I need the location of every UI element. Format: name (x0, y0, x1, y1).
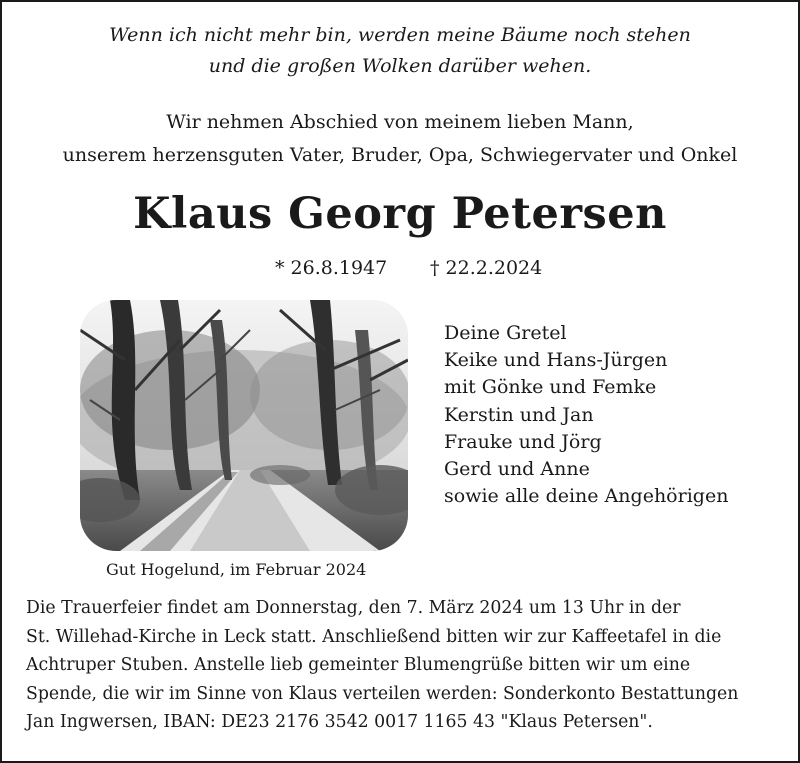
notice-line: Spende, die wir im Sinne von Klaus verteilen werden: Sonderkonto Bestattungen (26, 683, 739, 704)
deceased-name: Klaus Georg Petersen (133, 189, 667, 239)
mourners-list (444, 320, 728, 510)
death-date: † 22.2.2024 (430, 257, 543, 279)
mourner-line: Gerd und Anne (444, 458, 590, 481)
mourner-line: mit Gönke und Femke (444, 376, 657, 399)
mourner-line: sowie alle deine Angehörigen (444, 485, 729, 508)
notice-line: Die Trauerfeier findet am Donnerstag, den 7. März 2024 um 13 Uhr in der (26, 598, 681, 618)
intro-line: Wir nehmen Abschied von meinem lieben Mann, (166, 111, 634, 133)
forest-path-illustration (80, 300, 408, 551)
mourner-line: Keike und Hans-Jürgen (444, 349, 668, 372)
notice-line: St. Willehad-Kirche in Leck statt. Anschließend bitten wir zur Kaffeetafel in die (26, 626, 722, 647)
notice-line: Achtruper Stuben. Anstelle lieb gemeinter Blumengrüße bitten wir um eine (26, 655, 691, 676)
quote-line: Wenn ich nicht mehr bin, werden meine Bäume noch stehen (109, 24, 691, 46)
mourner-line: Kerstin und Jan (444, 403, 594, 426)
memorial-quote (0, 20, 800, 82)
mourner-line: Deine Gretel (444, 322, 567, 344)
quote-line: und die großen Wolken darüber wehen. (208, 55, 592, 77)
forest-path-photo (80, 300, 408, 551)
mourner-line: Frauke und Jörg (444, 430, 602, 453)
notice-line: Jan Ingwersen, IBAN: DE23 2176 3542 0017 1165 43 "Klaus Petersen". (26, 712, 653, 733)
farewell-intro (0, 106, 800, 172)
birth-date: * 26.8.1947 (275, 257, 388, 279)
intro-line: unserem herzensguten Vater, Bruder, Opa, Schwiegervater und Onkel (62, 144, 738, 166)
funeral-notice (26, 594, 786, 737)
photo-caption: Gut Hogelund, im Februar 2024 (106, 560, 367, 579)
